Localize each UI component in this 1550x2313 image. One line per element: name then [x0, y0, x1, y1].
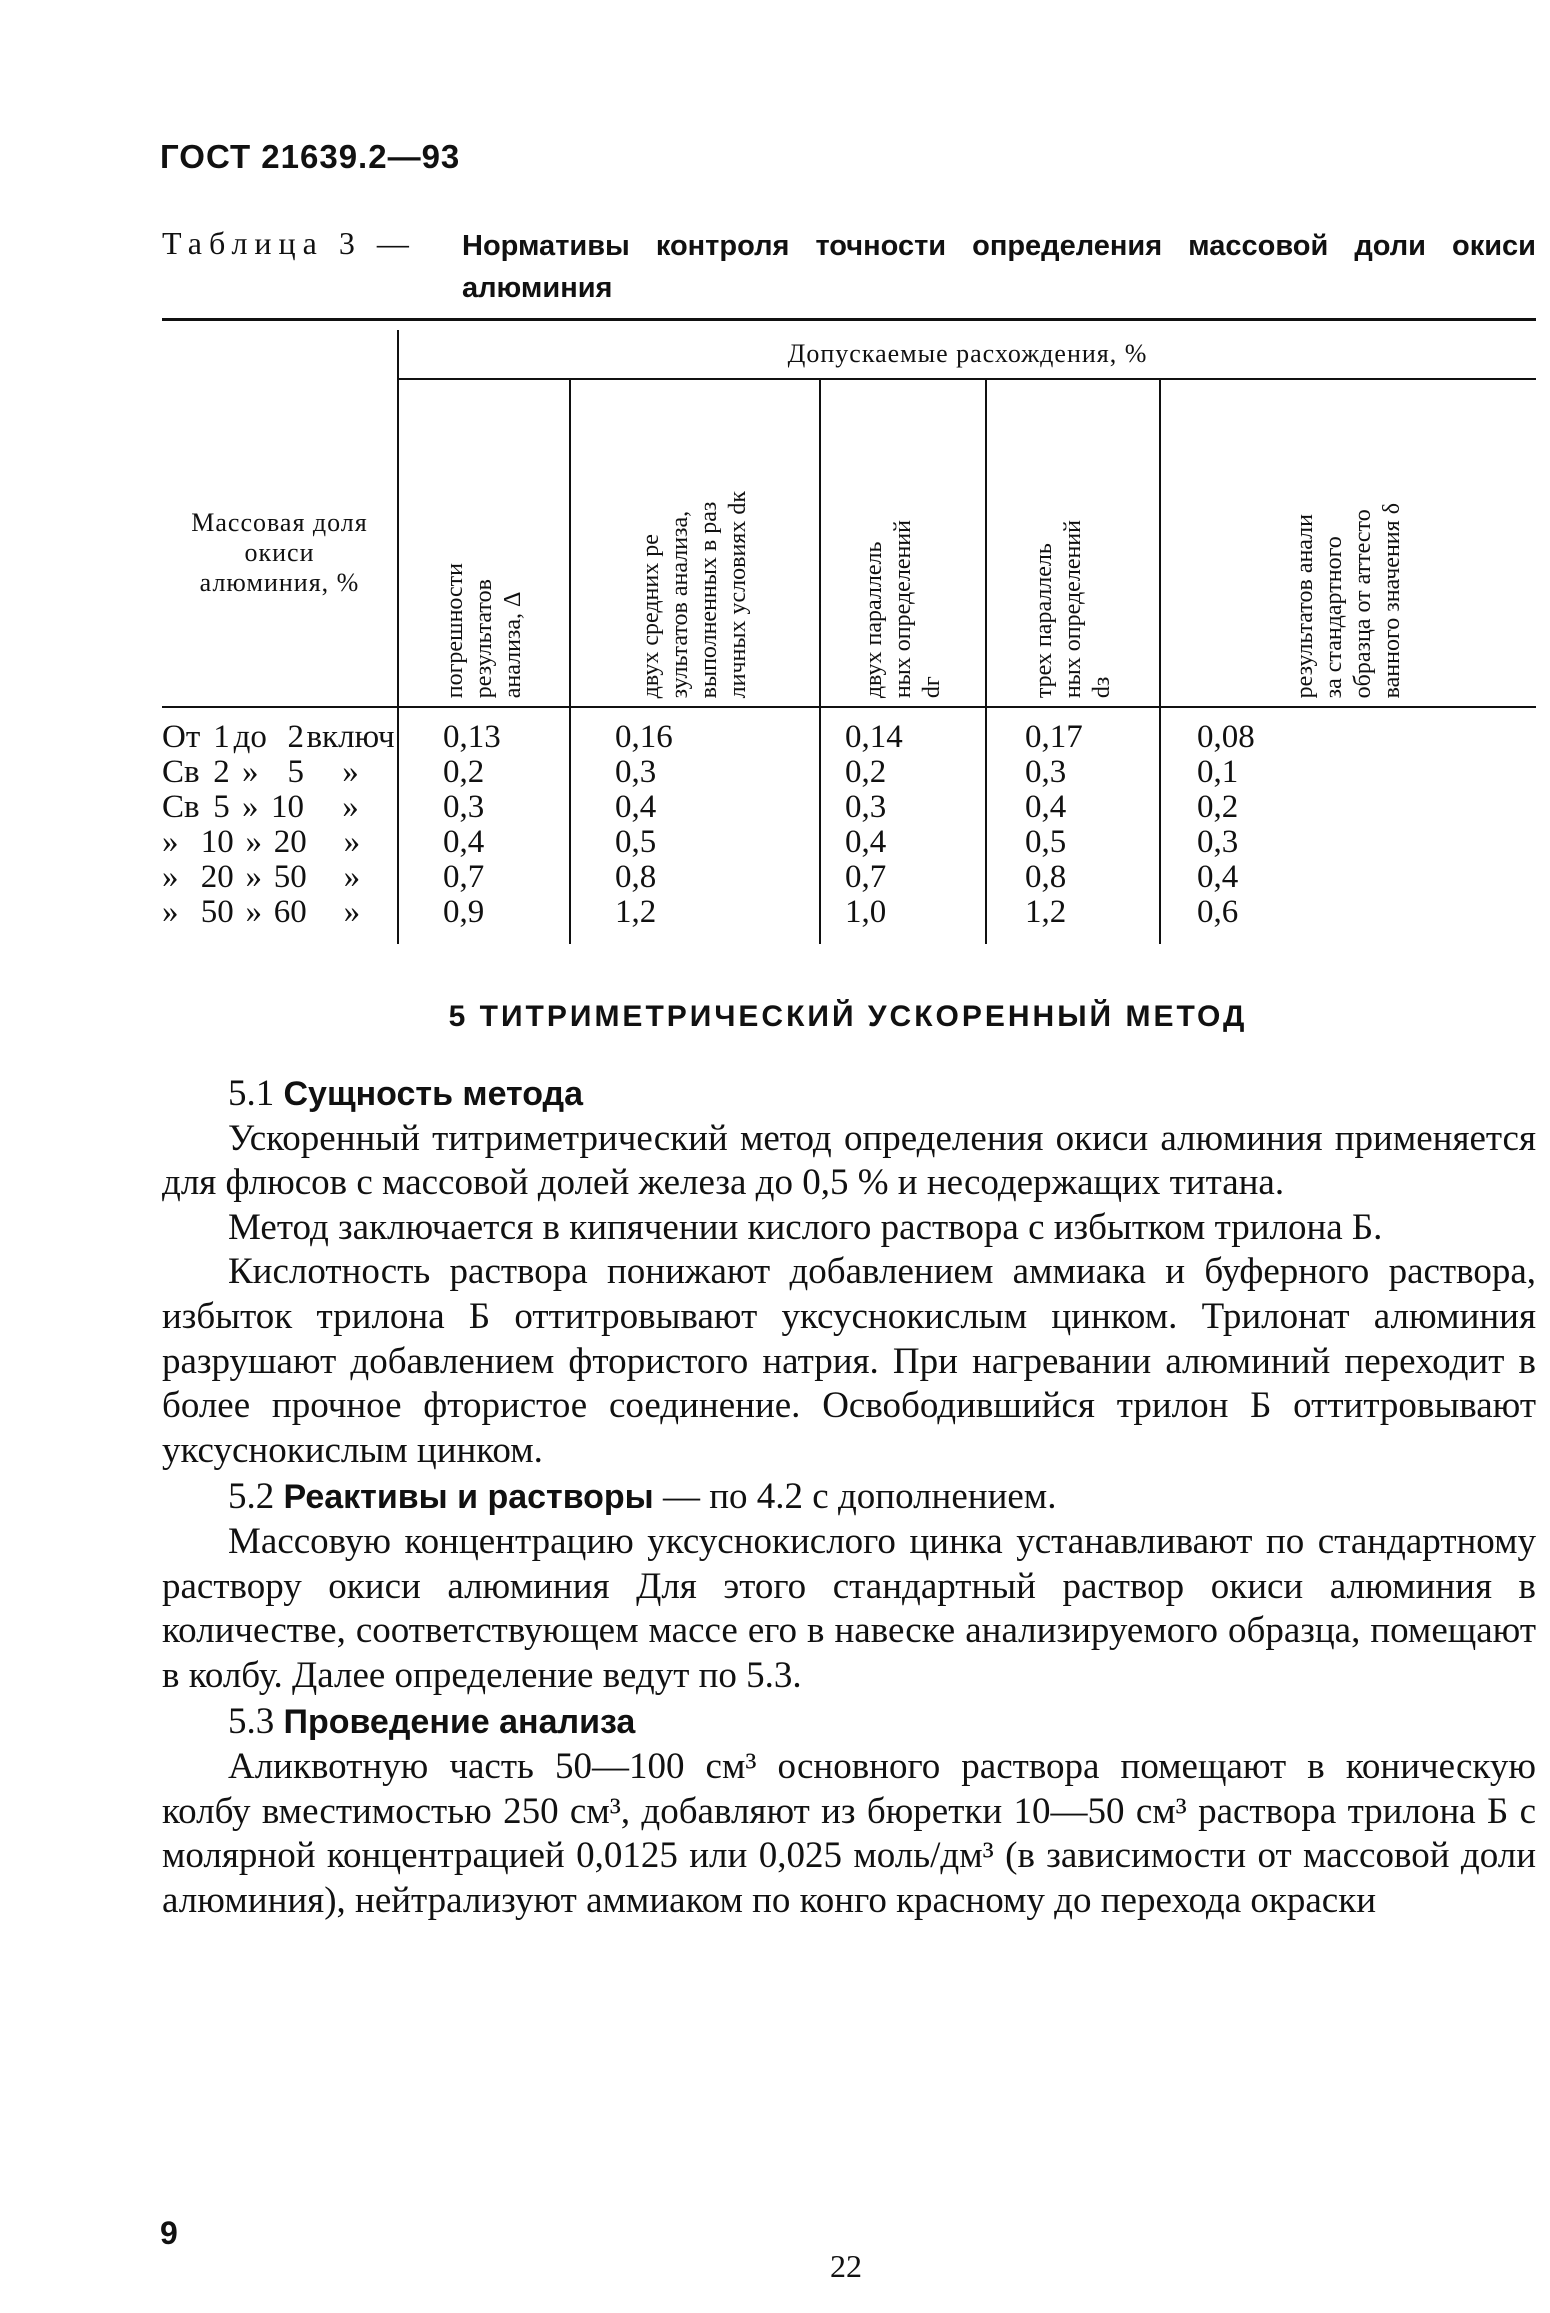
header-three-parallel: трех параллель ных определений dз [986, 379, 1160, 707]
body-text [162, 1070, 1536, 1923]
header-allowed-deviations: Допускаемые расхождения, % [398, 330, 1536, 379]
paragraph: Ускоренный титриметрический метод определения окиси алюминия применяется для флюсов с массовой долей железа до 0,5 % и несодержащих титана. [162, 1117, 1536, 1204]
two-parallel-values: 0,14 0,2 0,3 0,4 0,7 1,0 [820, 707, 986, 944]
header-two-parallel: двух параллель ных определений dг [820, 379, 986, 707]
range-row: » 20 » 50 » [162, 859, 361, 895]
subsection-5-3: 5.3 Проведение анализа [228, 1701, 636, 1743]
subsection-5-2: 5.2 Реактивы и растворы — по 4.2 с дополнением. [228, 1476, 1057, 1518]
table-caption-title: Нормативы контроля точности определения массовой доли окиси алюминия [462, 230, 1536, 304]
page-number: 22 [830, 2248, 862, 2284]
two-means-values: 0,16 0,3 0,4 0,5 0,8 1,2 [570, 707, 820, 944]
caption-rule [162, 318, 1536, 321]
header-reference-sample: результатов анали за стандартного образца от аттесто ванного значения δ [1160, 379, 1536, 707]
header-two-means: двух средних ре зультатов анализа, выполненных в раз личных условиях dк [570, 379, 820, 707]
paragraph: Массовую концентрацию уксуснокислого цинка устанавливают по стандартному раствору окиси алюминия Для этого стандартный раствор окиси алюминия в количестве, соответствующем массе его в навеске анализируемого образца, помещают в колбу. Далее определение ведут по 5.3. [162, 1520, 1536, 1696]
range-row: » 50 » 60 » [162, 894, 361, 930]
reference-sample-values: 0,08 0,1 0,2 0,3 0,4 0,6 [1160, 707, 1536, 944]
paragraph: Аликвотную часть 50—100 см³ основного раствора помещают в коническую колбу вместимостью 250 см³, добавляют из бюретки 10—50 см³ раствора трилона Б с молярной концентрацией 0,0125 или 0,025 моль/дм³ (в зависимости от массовой доли алюминия), нейтрализуют аммиаком по конго красному до перехода окраски [162, 1745, 1536, 1921]
three-parallel-values: 0,17 0,3 0,4 0,5 0,8 1,2 [986, 707, 1160, 944]
paragraph: Метод заключается в кипячении кислого раствора с избытком трилона Б. [228, 1206, 1383, 1248]
range-row: » 10 » 20 » [162, 824, 361, 860]
subsection-5-1: 5.1 Сущность метода [228, 1073, 584, 1114]
paragraph: Кислотность раствора понижают добавлением аммиака и буферного раствора, избыток трилона Б оттитровывают уксуснокислым цинком. Трилонат алюминия разрушают добавлением фтористого натрия. При нагревании алюминий переходит в более прочное фтористое соединение. Освободившийся трилон Б оттитровывают уксуснокислым цинком. [162, 1251, 1536, 1471]
range-row: Св 2 » 5 » [162, 754, 359, 790]
norms-table [162, 330, 1536, 944]
document-header: ГОСТ 21639.2—93 [160, 138, 461, 175]
range-row: От 1 до 2 включ [162, 719, 395, 755]
range-row: Св 5 » 10 » [162, 789, 359, 825]
accuracy-values: 0,13 0,2 0,3 0,4 0,7 0,9 [398, 707, 570, 944]
ranges-column [162, 707, 398, 944]
header-accuracy: погрешности результатов анализа, Δ [398, 379, 570, 707]
table-caption-lead: Таблица 3 — [162, 225, 416, 261]
page-marker: 9 [160, 2215, 178, 2251]
header-mass-fraction: Массовая доля окиси алюминия, % [162, 330, 398, 707]
section-title: 5 ТИТРИМЕТРИЧЕСКИЙ УСКОРЕННЫЙ МЕТОД [448, 1000, 1248, 1033]
